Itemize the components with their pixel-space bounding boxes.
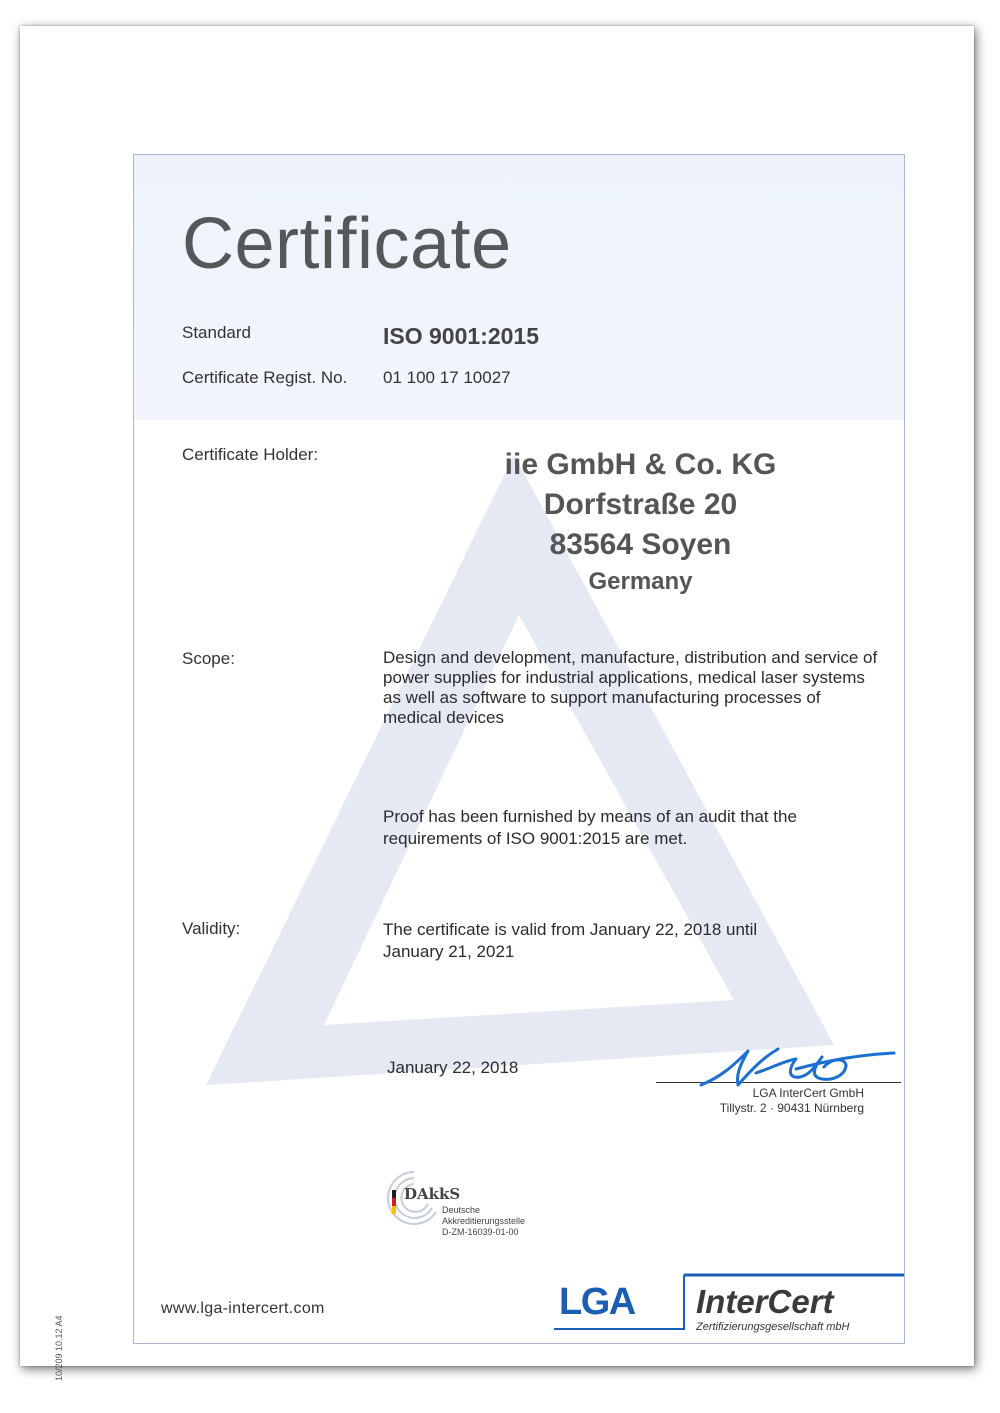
dakks-sub-line: Akkreditierungsstelle <box>442 1216 526 1226</box>
scope-text <box>383 648 877 728</box>
website-text: www.lga-intercert.com <box>161 1300 325 1317</box>
proof-line: Proof has been furnished by means of an audit that the <box>383 807 797 826</box>
standard-value: ISO 9001:2015 <box>383 323 540 349</box>
validity-line: January 21, 2021 <box>383 942 515 961</box>
dakks-sub-line: Deutsche <box>442 1205 481 1215</box>
scope-line: power supplies for industrial applications, medical laser systems <box>383 668 865 687</box>
certificate-sheet <box>20 26 974 1381</box>
certificate-frame <box>133 154 905 1344</box>
scope-line: as well as software to support manufacturing processes of <box>383 688 821 707</box>
scope-label: Scope: <box>182 649 235 668</box>
regist-label: Certificate Regist. No. <box>182 368 348 387</box>
regist-value: 01 100 17 10027 <box>383 368 511 387</box>
proof-line: requirements of ISO 9001:2015 are met. <box>383 829 688 848</box>
validity-text <box>383 919 757 963</box>
holder-country: Germany <box>588 568 693 595</box>
holder-block <box>383 445 898 599</box>
certificate-title: Certificate <box>182 204 512 284</box>
standard-label: Standard <box>182 323 251 342</box>
issuer-address: Tillystr. 2 · 90431 Nürnberg <box>719 1101 864 1115</box>
validity-label: Validity: <box>182 919 241 938</box>
dakks-accreditation-number: D-ZM-16039-01-00 <box>442 1227 519 1237</box>
scope-line: Design and development, manufacture, distribution and service of <box>383 648 878 667</box>
dakks-name: DAkkS <box>404 1185 461 1203</box>
scope-line: medical devices <box>383 708 504 727</box>
intercert-subtitle: Zertifizierungsgesellschaft mbH <box>696 1321 850 1333</box>
lga-logo-text: LGA <box>559 1281 635 1323</box>
holder-city: 83564 Soyen <box>549 528 732 561</box>
intercert-logo-text: InterCert <box>696 1283 834 1320</box>
holder-company: iie GmbH & Co. KG <box>504 448 777 481</box>
form-code: 10/209 10.12 A4 <box>54 1315 64 1381</box>
holder-label: Certificate Holder: <box>182 445 319 464</box>
proof-text <box>383 806 797 850</box>
issuer-name: LGA InterCert GmbH <box>752 1086 864 1100</box>
holder-street: Dorfstraße 20 <box>543 488 738 521</box>
validity-line: The certificate is valid from January 22, 2018 until <box>383 920 758 939</box>
issue-date: January 22, 2018 <box>387 1058 519 1077</box>
